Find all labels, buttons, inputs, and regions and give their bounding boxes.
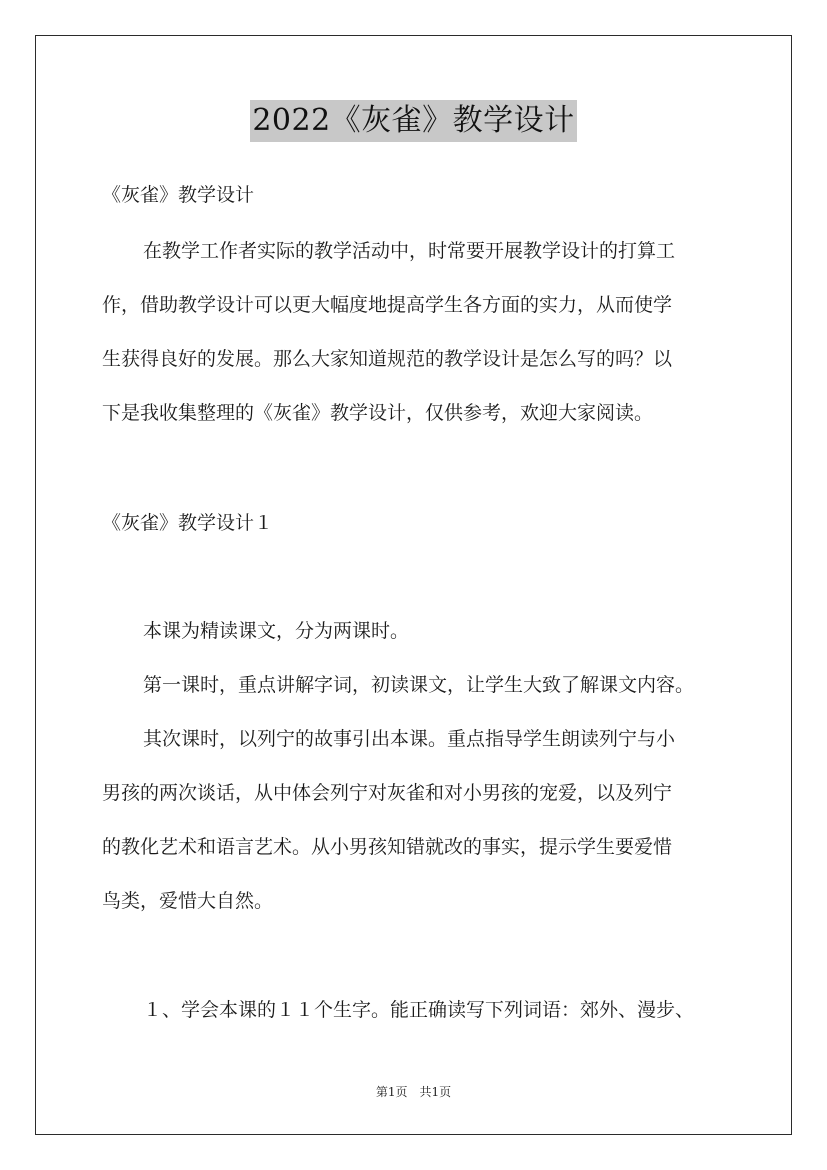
paragraph-line: 男孩的两次谈话，从中体会列宁对灰雀和对小男孩的宠爱，以及列宁 [102, 782, 673, 804]
paragraph-line: 本课为精读课文，分为两课时。 [143, 620, 410, 642]
paragraph-line: 鸟类，爱惜大自然。 [102, 890, 274, 912]
title-container [0, 100, 827, 142]
paragraph-line: 其次课时，以列宁的故事引出本课。重点指导学生朗读列宁与小 [143, 728, 676, 750]
list-item: １、学会本课的１１个生字。能正确读写下列词语：郊外、漫步、 [143, 999, 695, 1021]
document-title: 2022《灰雀》教学设计 [250, 100, 576, 142]
paragraph-line: 作，借助教学设计可以更大幅度地提高学生各方面的实力，从而使学 [102, 294, 673, 316]
paragraph-line: 生获得良好的发展。那么大家知道规范的教学设计是怎么写的吗？以 [102, 348, 673, 370]
section-heading: 《灰雀》教学设计１ [102, 512, 274, 534]
document-subtitle: 《灰雀》教学设计 [102, 184, 255, 206]
paragraph-line: 的教化艺术和语言艺术。从小男孩知错就改的事实，提示学生要爱惜 [102, 836, 673, 858]
paragraph-line: 下是我收集整理的《灰雀》教学设计，仅供参考，欢迎大家阅读。 [102, 402, 654, 424]
page-footer: 第1页 共1页 [375, 1085, 452, 1099]
paragraph-line: 在教学工作者实际的教学活动中，时常要开展教学设计的打算工 [143, 240, 676, 262]
paragraph-line: 第一课时，重点讲解字词，初读课文，让学生大致了解课文内容。 [143, 674, 695, 696]
